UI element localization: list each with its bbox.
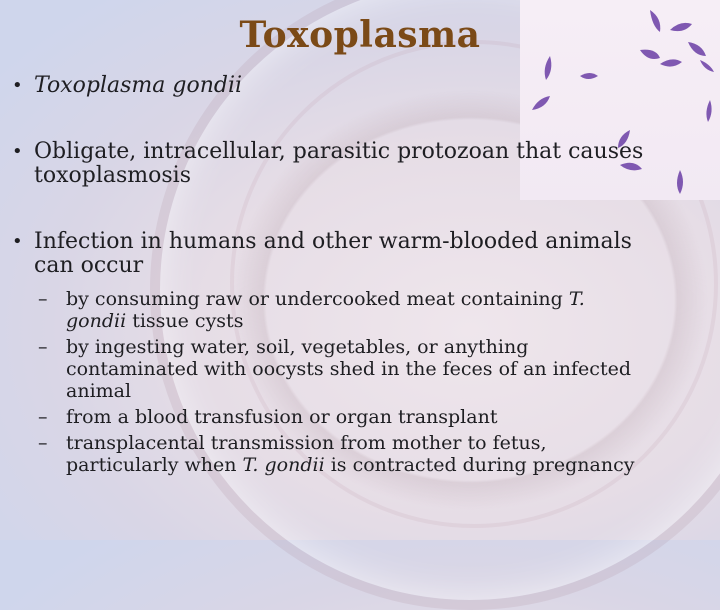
tachyzoite bbox=[660, 59, 682, 66]
sub-bullet-marker: – bbox=[38, 432, 48, 454]
sub-bullet-text: from a blood transfusion or organ transplant bbox=[66, 406, 498, 428]
bullet-marker: • bbox=[12, 231, 23, 252]
sub-bullet-marker: – bbox=[38, 406, 48, 428]
bullet-text: Toxoplasma gondii bbox=[34, 73, 243, 98]
sub-bullet-transfusion bbox=[10, 406, 650, 428]
sub-bullet-marker: – bbox=[38, 288, 48, 310]
species-abbrev: T. gondii bbox=[242, 454, 325, 476]
sub-bullet-text: is contracted during pregnancy bbox=[324, 454, 635, 476]
bullet-list bbox=[10, 74, 650, 480]
bullet-infection bbox=[10, 230, 650, 476]
sub-bullet-text: by consuming raw or undercooked meat containing bbox=[66, 288, 569, 310]
tachyzoite bbox=[677, 170, 683, 194]
species-abbrev: T. gondii bbox=[66, 288, 585, 332]
sub-bullet-text: by ingesting water, soil, vegetables, or anything contaminated with oocysts shed in the feces of an infected animal bbox=[66, 336, 631, 402]
bullet-description bbox=[10, 140, 650, 188]
spacer bbox=[10, 188, 650, 230]
sub-bullet-text: transplacental transmission from mother to fetus, particularly when bbox=[66, 432, 547, 476]
slide-title: Toxoplasma bbox=[239, 14, 481, 56]
bullet-marker: • bbox=[12, 75, 23, 96]
spacer bbox=[10, 98, 650, 140]
bullet-text: Infection in humans and other warm-blooded animals can occur bbox=[34, 229, 632, 278]
sub-bullet-list bbox=[10, 288, 650, 476]
sub-bullet-meat bbox=[10, 288, 650, 332]
bullet-text: Obligate, intracellular, parasitic protozoan that causes toxoplasmosis bbox=[34, 139, 644, 188]
bullet-species bbox=[10, 74, 650, 98]
bullet-marker: • bbox=[12, 141, 23, 162]
tachyzoite bbox=[700, 60, 714, 72]
tachyzoite bbox=[706, 100, 711, 122]
sub-bullet-text: tissue cysts bbox=[126, 310, 244, 332]
sub-bullet-marker: – bbox=[38, 336, 48, 358]
sub-bullet-transplacental bbox=[10, 432, 650, 476]
sub-bullet-ingesting bbox=[10, 336, 650, 402]
